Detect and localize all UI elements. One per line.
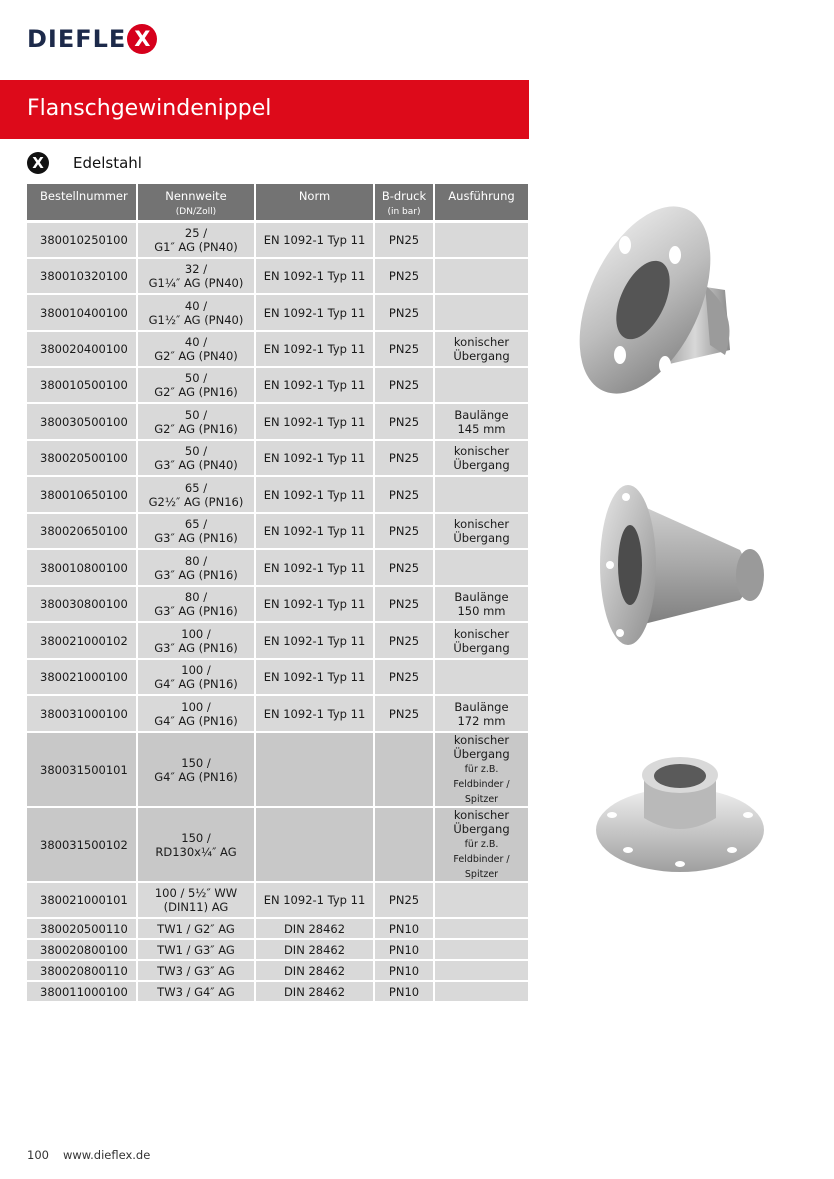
nennweite-line2: G4″ AG (PN16) [154,713,238,728]
cell-bdruck [374,807,434,882]
cell-ausfuehrung [434,918,529,939]
cell-norm: EN 1092-1 Typ 11 [255,882,374,918]
cell-norm: EN 1092-1 Typ 11 [255,622,374,659]
header-bdruck: B-druck (in bar) [374,184,434,221]
table-row [27,981,529,1002]
cell-norm [255,732,374,807]
cell-norm: EN 1092-1 Typ 11 [255,586,374,622]
nennweite-line1: TW3 / G3″ AG [157,963,235,978]
table-row [27,732,529,807]
website-url: www.dieflex.de [62,1148,151,1162]
cell-bestellnummer: 380011000100 [27,981,137,1002]
nennweite-line1: TW1 / G3″ AG [157,942,235,957]
cell-ausfuehrung [434,476,529,513]
ausfuehrung-line1: konischer [453,335,510,349]
nennweite-line1: 50 / [184,407,208,422]
cell-nennweite [137,882,255,918]
cell-bdruck: PN25 [374,367,434,403]
nennweite-line1: 32 / [184,262,208,276]
cell-nennweite [137,981,255,1002]
cell-ausfuehrung [434,981,529,1002]
cell-bestellnummer: 380031000100 [27,695,137,732]
cell-bdruck: PN10 [374,939,434,960]
cell-bdruck: PN10 [374,981,434,1002]
table-row [27,476,529,513]
ausfuehrung-line2: Übergang [453,822,510,836]
page-number: 100 [27,1148,49,1162]
nennweite-line2: G1½″ AG (PN40) [148,312,244,327]
product-table [27,184,530,1003]
header-nennweite: Nennweite (DN/Zoll) [137,184,255,221]
nennweite-line2: G2″ AG (PN40) [154,349,238,363]
product-photo-flange-threaded [565,195,765,415]
cell-nennweite [137,258,255,294]
nennweite-line1: 100 / 5½″ WW [154,886,238,900]
ausfuehrung-line1: konischer [453,517,510,531]
nennweite-line1: 50 / [184,371,208,385]
nennweite-line1: 50 / [184,444,208,458]
cell-bdruck: PN25 [374,331,434,367]
cell-norm: EN 1092-1 Typ 11 [255,476,374,513]
ausfuehrung-line1: Baulänge [454,407,509,422]
cell-bdruck: PN25 [374,659,434,695]
logo-text: DIEFLE [27,25,127,53]
cell-nennweite [137,659,255,695]
nennweite-line1: 25 / [184,225,208,240]
nennweite-line1: 100 / [181,626,211,641]
cell-nennweite [137,331,255,367]
cell-norm: DIN 28462 [255,981,374,1002]
nennweite-line2: G3″ AG (PN16) [154,604,238,618]
cell-bestellnummer: 380021000102 [27,622,137,659]
cell-nennweite [137,960,255,981]
cell-bdruck: PN25 [374,221,434,258]
table-row [27,695,529,732]
ausfuehrung-line2: Übergang [453,747,510,761]
cell-norm: EN 1092-1 Typ 11 [255,221,374,258]
nennweite-line2: G3″ AG (PN16) [154,531,238,545]
nennweite-line2: G1¼″ AG (PN40) [148,276,244,290]
nennweite-line1: 80 / [184,590,208,604]
table-row [27,659,529,695]
table-row [27,367,529,403]
cell-nennweite [137,549,255,586]
cell-norm [255,807,374,882]
nennweite-line2: RD130x¼″ AG [155,844,237,859]
dieflex-logo [27,24,157,54]
cell-nennweite [137,221,255,258]
cell-norm: EN 1092-1 Typ 11 [255,367,374,403]
cell-bestellnummer: 380010500100 [27,367,137,403]
header-norm: Norm [255,184,374,221]
cell-ausfuehrung [434,622,529,659]
cell-norm: EN 1092-1 Typ 11 [255,695,374,732]
nennweite-line1: 40 / [184,298,208,313]
nennweite-line1: 100 / [181,699,211,714]
table-row [27,331,529,367]
cell-bdruck: PN25 [374,882,434,918]
table-row [27,586,529,622]
nennweite-line1: 80 / [184,553,208,568]
cell-bdruck: PN25 [374,476,434,513]
ausfuehrung-line1: Baulänge [454,590,509,604]
cell-bestellnummer: 380010320100 [27,258,137,294]
nennweite-line2: G2″ AG (PN16) [154,421,238,436]
ausfuehrung-line1: konischer [453,626,510,641]
page-footer [27,1148,150,1162]
cell-ausfuehrung [434,732,529,807]
cell-norm: EN 1092-1 Typ 11 [255,331,374,367]
cell-bdruck: PN25 [374,403,434,440]
cell-ausfuehrung [434,258,529,294]
ausfuehrung-line1: konischer [453,808,510,822]
cell-norm: DIN 28462 [255,960,374,981]
cell-bestellnummer: 380020500100 [27,440,137,476]
product-photo-flange-spigot [592,740,767,880]
cell-norm: EN 1092-1 Typ 11 [255,440,374,476]
ausfuehrung-line5: Spitzer [464,869,499,880]
page-title: Flanschgewindenippel [27,96,272,121]
cell-bestellnummer: 380021000100 [27,659,137,695]
ausfuehrung-line1: konischer [453,444,510,458]
cell-bdruck [374,732,434,807]
nennweite-line1: 100 / [181,663,211,677]
cell-ausfuehrung [434,513,529,549]
cell-bestellnummer: 380030800100 [27,586,137,622]
cell-ausfuehrung [434,403,529,440]
nennweite-line2: G3″ AG (PN40) [154,458,238,472]
nennweite-line1: 150 / [181,755,211,770]
table-row [27,622,529,659]
cell-bestellnummer: 380031500101 [27,732,137,807]
ausfuehrung-line2: 172 mm [457,713,506,728]
nennweite-line1: 150 / [181,830,211,845]
material-heading [27,152,142,174]
table-row [27,939,529,960]
ausfuehrung-line2: Übergang [453,531,510,545]
cell-bdruck: PN25 [374,549,434,586]
cell-nennweite [137,939,255,960]
cell-nennweite [137,622,255,659]
cell-nennweite [137,476,255,513]
table-row [27,440,529,476]
nennweite-line1: 65 / [184,480,208,495]
table-row [27,513,529,549]
cell-nennweite [137,440,255,476]
table-row [27,918,529,939]
cell-ausfuehrung [434,695,529,732]
nennweite-line2: G3″ AG (PN16) [154,640,238,655]
table-row [27,960,529,981]
cell-bdruck: PN25 [374,440,434,476]
cell-bdruck: PN10 [374,960,434,981]
nennweite-line2: G2″ AG (PN16) [154,385,238,399]
table-row [27,294,529,331]
table-row [27,549,529,586]
cell-ausfuehrung [434,440,529,476]
cell-norm: DIN 28462 [255,939,374,960]
ausfuehrung-line4: Feldbinder / [453,779,510,790]
cell-ausfuehrung [434,659,529,695]
ausfuehrung-line1: Baulänge [454,699,509,714]
cell-norm: EN 1092-1 Typ 11 [255,659,374,695]
nennweite-line2: G2½″ AG (PN16) [148,494,244,509]
nennweite-line1: TW3 / G4″ AG [157,984,235,999]
cell-bestellnummer: 380020650100 [27,513,137,549]
table-row [27,221,529,258]
cell-nennweite [137,918,255,939]
x-circle-icon: X [27,152,49,174]
ausfuehrung-line1: konischer [453,733,510,747]
nennweite-line2: G1″ AG (PN40) [154,239,238,254]
cell-bestellnummer: 380031500102 [27,807,137,882]
table-row [27,882,529,918]
ausfuehrung-line2: Übergang [453,349,510,363]
material-label: Edelstahl [73,154,142,172]
cell-bdruck: PN25 [374,695,434,732]
ausfuehrung-line5: Spitzer [464,794,499,805]
nennweite-line2: (DIN11) AG [163,900,229,914]
cell-nennweite [137,807,255,882]
cell-norm: EN 1092-1 Typ 11 [255,294,374,331]
table-row [27,807,529,882]
nennweite-line1: 40 / [184,335,208,349]
cell-bestellnummer: 380020400100 [27,331,137,367]
cell-bestellnummer: 380030500100 [27,403,137,440]
cell-bdruck: PN25 [374,258,434,294]
nennweite-line1: TW1 / G2″ AG [157,921,235,936]
nennweite-line1: 65 / [184,517,208,531]
ausfuehrung-line3: für z.B. [464,764,499,775]
ausfuehrung-line2: 150 mm [457,604,506,618]
ausfuehrung-line4: Feldbinder / [453,854,510,865]
cell-ausfuehrung [434,331,529,367]
cell-nennweite [137,513,255,549]
nennweite-line2: G4″ AG (PN16) [154,769,238,784]
cell-bestellnummer: 380020800100 [27,939,137,960]
cell-ausfuehrung [434,367,529,403]
cell-ausfuehrung [434,882,529,918]
cell-bestellnummer: 380010800100 [27,549,137,586]
header-ausfuehrung: Ausführung [434,184,529,221]
cell-bdruck: PN25 [374,294,434,331]
cell-nennweite [137,732,255,807]
cell-ausfuehrung [434,221,529,258]
cell-norm: EN 1092-1 Typ 11 [255,403,374,440]
ausfuehrung-line3: für z.B. [464,839,499,850]
ausfuehrung-line2: Übergang [453,640,510,655]
cell-nennweite [137,586,255,622]
product-photo-flange-conical [590,475,790,645]
cell-bdruck: PN25 [374,513,434,549]
cell-ausfuehrung [434,960,529,981]
ausfuehrung-line2: 145 mm [457,421,506,436]
cell-norm: EN 1092-1 Typ 11 [255,513,374,549]
cell-ausfuehrung [434,939,529,960]
cell-nennweite [137,294,255,331]
header-bestellnummer: Bestellnummer [27,184,137,221]
cell-norm: EN 1092-1 Typ 11 [255,549,374,586]
cell-nennweite [137,695,255,732]
ausfuehrung-line2: Übergang [453,458,510,472]
cell-nennweite [137,367,255,403]
cell-norm: DIN 28462 [255,918,374,939]
cell-bestellnummer: 380010250100 [27,221,137,258]
table-header-row [27,184,529,221]
nennweite-line2: G4″ AG (PN16) [154,677,238,691]
cell-bestellnummer: 380010400100 [27,294,137,331]
cell-ausfuehrung [434,549,529,586]
logo-x-icon: X [127,24,157,54]
cell-bdruck: PN25 [374,622,434,659]
cell-nennweite [137,403,255,440]
table-row [27,403,529,440]
cell-bestellnummer: 380020500110 [27,918,137,939]
cell-ausfuehrung [434,294,529,331]
cell-bestellnummer: 380021000101 [27,882,137,918]
nennweite-line2: G3″ AG (PN16) [154,567,238,582]
cell-norm: EN 1092-1 Typ 11 [255,258,374,294]
table-row [27,258,529,294]
cell-bdruck: PN25 [374,586,434,622]
cell-bestellnummer: 380020800110 [27,960,137,981]
cell-bestellnummer: 380010650100 [27,476,137,513]
cell-ausfuehrung [434,586,529,622]
cell-bdruck: PN10 [374,918,434,939]
cell-ausfuehrung [434,807,529,882]
